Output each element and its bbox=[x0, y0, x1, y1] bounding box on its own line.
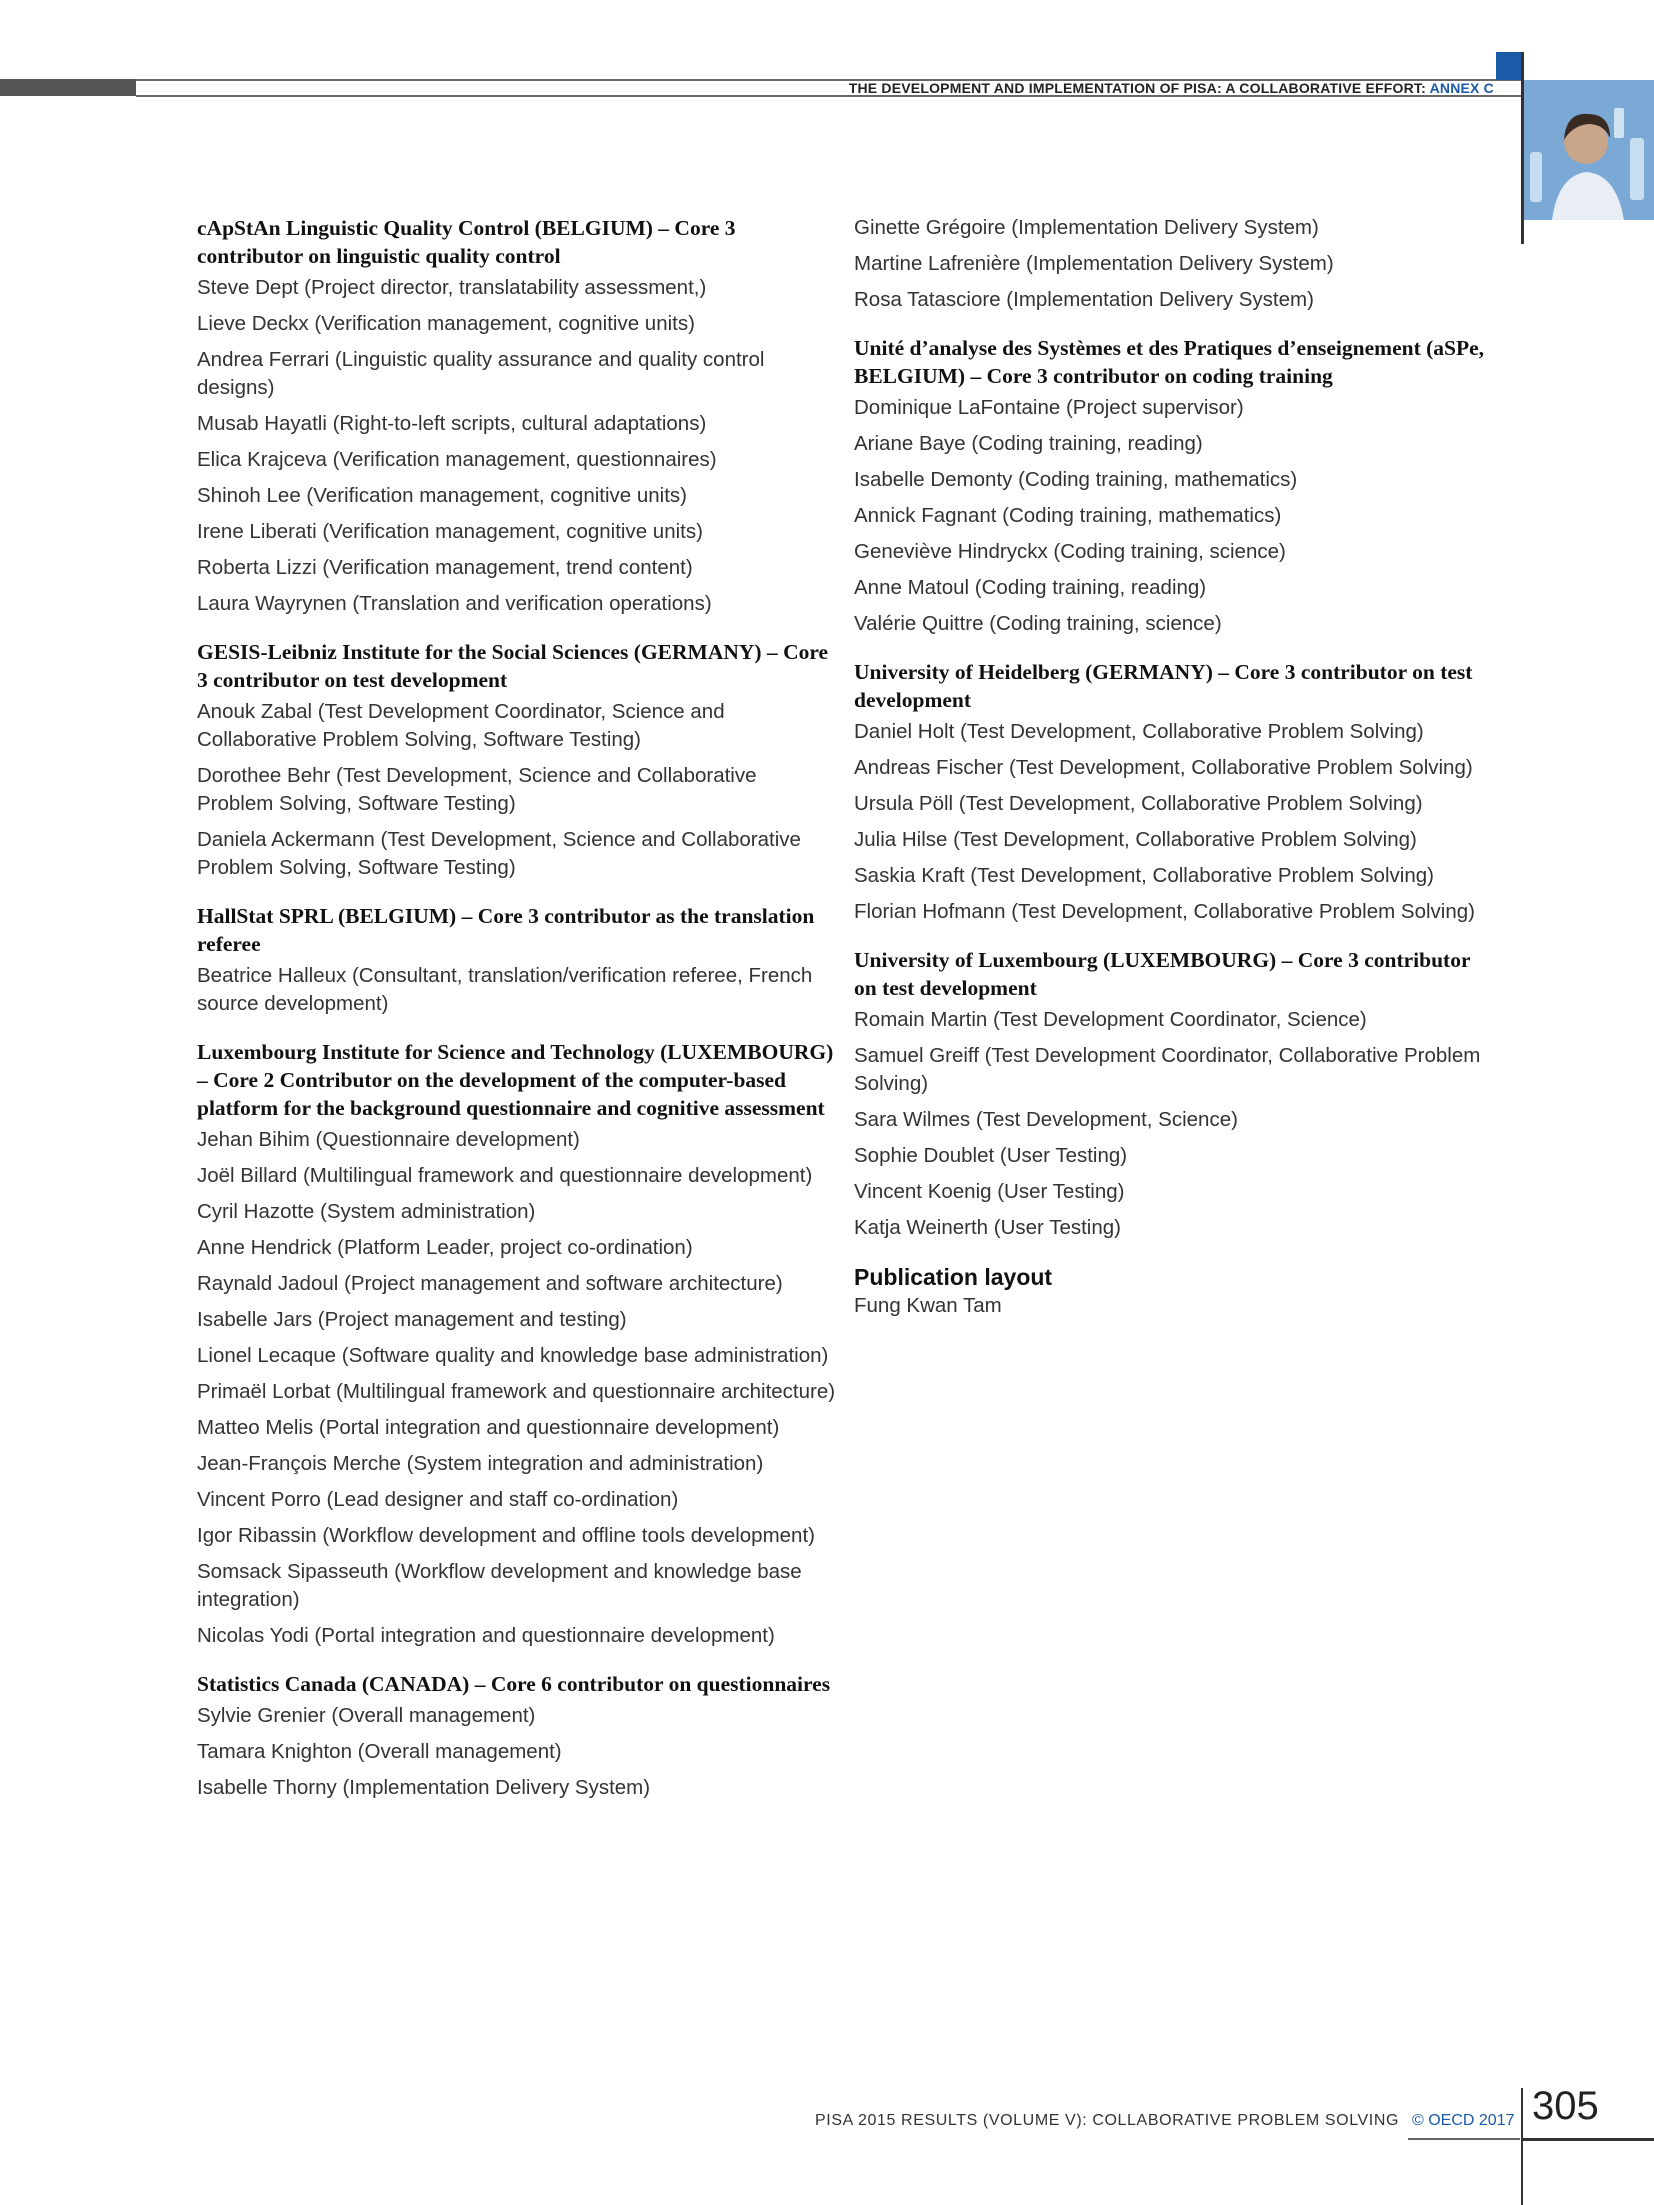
contributor-entry: Isabelle Demonty (Coding training, mathematics) bbox=[854, 468, 1298, 491]
contributor-entry: Katja Weinerth (User Testing) bbox=[854, 1216, 1121, 1239]
section-heading: Luxembourg Institute for Science and Technology (LUXEMBOURG) – Core 2 Contributor on the development of the computer-based platform for the background questionnaire and cognitive assessment bbox=[197, 1040, 834, 1120]
contributor-entry: Rosa Tatasciore (Implementation Delivery System) bbox=[854, 288, 1314, 311]
contributor-entry: Matteo Melis (Portal integration and questionnaire development) bbox=[197, 1416, 780, 1439]
contributor-entry: Steve Dept (Project director, translatability assessment,) bbox=[197, 276, 707, 299]
contributor-entry: Beatrice Halleux (Consultant, translation/verification referee, French source development) bbox=[197, 964, 813, 1015]
contributor-entry: Dominique LaFontaine (Project supervisor) bbox=[854, 396, 1244, 419]
section-list bbox=[197, 1038, 837, 1650]
contributor-entry: Geneviève Hindryckx (Coding training, science) bbox=[854, 540, 1286, 563]
contributor-entry: Ursula Pöll (Test Development, Collaborative Problem Solving) bbox=[854, 792, 1423, 815]
section-heading: Statistics Canada (CANADA) – Core 6 contributor on questionnaires bbox=[197, 1672, 831, 1696]
right-column bbox=[854, 214, 1494, 1340]
contributor-entry: Anouk Zabal (Test Development Coordinator, Science and Collaborative Problem Solving, Software Testing) bbox=[197, 700, 725, 751]
contributor-entry: Vincent Porro (Lead designer and staff co-ordination) bbox=[197, 1488, 679, 1511]
contributor-entry: Florian Hofmann (Test Development, Collaborative Problem Solving) bbox=[854, 900, 1475, 923]
contributor-entry: Dorothee Behr (Test Development, Science and Collaborative Problem Solving, Software Testing) bbox=[197, 764, 757, 815]
page-number-rule bbox=[1523, 2138, 1654, 2141]
contributor-entry: Jean-François Merche (System integration and administration) bbox=[197, 1452, 764, 1475]
contributor-entry: Sara Wilmes (Test Development, Science) bbox=[854, 1108, 1238, 1131]
section-aspe bbox=[854, 334, 1494, 638]
contributor-entry: Daniela Ackermann (Test Development, Science and Collaborative Problem Solving, Software Testing) bbox=[197, 828, 801, 879]
publication-layout-name: Fung Kwan Tam bbox=[854, 1294, 1002, 1317]
contributor-entry: Joël Billard (Multilingual framework and questionnaire development) bbox=[197, 1164, 813, 1187]
annex-label: ANNEX C bbox=[1429, 80, 1494, 96]
section-heading: University of Luxembourg (LUXEMBOURG) – Core 3 contributor on test development bbox=[854, 948, 1471, 1000]
contributor-entry: Annick Fagnant (Coding training, mathematics) bbox=[854, 504, 1282, 527]
section-statcan bbox=[197, 1670, 837, 1802]
footer-title: PISA 2015 RESULTS (VOLUME V): COLLABORATIVE PROBLEM SOLVING bbox=[815, 2112, 1400, 2129]
contributor-entry: Jehan Bihim (Questionnaire development) bbox=[197, 1128, 580, 1151]
running-header-text: THE DEVELOPMENT AND IMPLEMENTATION OF PISA: A COLLABORATIVE EFFORT: bbox=[848, 80, 1430, 96]
contributor-entry: Musab Hayatli (Right-to-left scripts, cultural adaptations) bbox=[197, 412, 707, 435]
contributor-entry: Elica Krajceva (Verification management, questionnaires) bbox=[197, 448, 717, 471]
contributor-entry: Ginette Grégoire (Implementation Delivery System) bbox=[854, 216, 1319, 239]
contributor-entry: Anne Matoul (Coding training, reading) bbox=[854, 576, 1207, 599]
footer-rule bbox=[1408, 2138, 1520, 2140]
contributor-entry: Shinoh Lee (Verification management, cognitive units) bbox=[197, 484, 688, 507]
section-capstan bbox=[197, 214, 837, 618]
contributor-entry: Martine Lafrenière (Implementation Delivery System) bbox=[854, 252, 1334, 275]
section-heading: cApStAn Linguistic Quality Control (BELGIUM) – Core 3 contributor on linguistic quality control bbox=[197, 216, 736, 268]
contributor-entry: Valérie Quittre (Coding training, science) bbox=[854, 612, 1222, 635]
header-accent-square bbox=[1496, 52, 1522, 80]
footer-copyright: © OECD 2017 bbox=[1412, 2112, 1515, 2129]
contributor-entry: Irene Liberati (Verification management, cognitive units) bbox=[197, 520, 703, 543]
contributor-entry: Lieve Deckx (Verification management, cognitive units) bbox=[197, 312, 695, 335]
header-photo bbox=[1524, 80, 1654, 220]
contributor-entry: Raynald Jadoul (Project management and software architecture) bbox=[197, 1272, 783, 1295]
contributor-entry: Andrea Ferrari (Linguistic quality assurance and quality control designs) bbox=[197, 348, 765, 399]
section-heading: Unité d’analyse des Systèmes et des Pratiques d’enseignement (aSPe, BELGIUM) – Core 3 contributor on coding training bbox=[854, 336, 1485, 388]
contributor-entry: Saskia Kraft (Test Development, Collaborative Problem Solving) bbox=[854, 864, 1434, 887]
contributor-entry: Primaël Lorbat (Multilingual framework and questionnaire architecture) bbox=[197, 1380, 836, 1403]
contributor-entry: Vincent Koenig (User Testing) bbox=[854, 1180, 1125, 1203]
contributor-entry: Anne Hendrick (Platform Leader, project co-ordination) bbox=[197, 1236, 693, 1259]
section-heading: HallStat SPRL (BELGIUM) – Core 3 contributor as the translation referee bbox=[197, 904, 815, 956]
publication-layout-heading: Publication layout bbox=[854, 1264, 1053, 1290]
section-statcan-continued bbox=[854, 214, 1494, 314]
header-dark-bar bbox=[0, 79, 136, 96]
contributor-entry: Samuel Greiff (Test Development Coordinator, Collaborative Problem Solving) bbox=[854, 1044, 1481, 1095]
contributor-entry: Tamara Knighton (Overall management) bbox=[197, 1740, 562, 1763]
section-heidelberg bbox=[854, 658, 1494, 926]
section-gesis bbox=[197, 638, 837, 882]
contributor-entry: Ariane Baye (Coding training, reading) bbox=[854, 432, 1203, 455]
contributor-entry: Romain Martin (Test Development Coordinator, Science) bbox=[854, 1008, 1367, 1031]
contributor-entry: Isabelle Jars (Project management and testing) bbox=[197, 1308, 627, 1331]
section-uni-luxembourg bbox=[854, 946, 1494, 1242]
left-column bbox=[197, 214, 837, 1822]
contributor-entry: Daniel Holt (Test Development, Collaborative Problem Solving) bbox=[854, 720, 1424, 743]
footer-vertical-rule bbox=[1521, 2088, 1523, 2205]
contributor-entry: Igor Ribassin (Workflow development and offline tools development) bbox=[197, 1524, 815, 1547]
contributor-entry: Julia Hilse (Test Development, Collaborative Problem Solving) bbox=[854, 828, 1417, 851]
contributor-entry: Somsack Sipasseuth (Workflow development and knowledge base integration) bbox=[197, 1560, 802, 1611]
contributor-entry: Cyril Hazotte (System administration) bbox=[197, 1200, 536, 1223]
contributor-entry: Sophie Doublet (User Testing) bbox=[854, 1144, 1128, 1167]
page-number: 305 bbox=[1532, 2084, 1599, 2128]
section-hallstat bbox=[197, 902, 837, 1018]
running-header bbox=[849, 80, 1494, 96]
contributor-entry: Nicolas Yodi (Portal integration and questionnaire development) bbox=[197, 1624, 775, 1647]
contributor-entry: Lionel Lecaque (Software quality and knowledge base administration) bbox=[197, 1344, 829, 1367]
contributor-entry: Isabelle Thorny (Implementation Delivery System) bbox=[197, 1776, 651, 1799]
contributor-entry: Laura Wayrynen (Translation and verification operations) bbox=[197, 592, 712, 615]
section-heading: University of Heidelberg (GERMANY) – Core 3 contributor on test development bbox=[854, 660, 1473, 712]
contributor-entry: Roberta Lizzi (Verification management, trend content) bbox=[197, 556, 693, 579]
contributor-entry: Sylvie Grenier (Overall management) bbox=[197, 1704, 536, 1727]
section-heading: GESIS-Leibniz Institute for the Social Sciences (GERMANY) – Core 3 contributor on test development bbox=[197, 640, 829, 692]
contributor-entry: Andreas Fischer (Test Development, Collaborative Problem Solving) bbox=[854, 756, 1473, 779]
section-publication-layout bbox=[854, 1262, 1494, 1320]
